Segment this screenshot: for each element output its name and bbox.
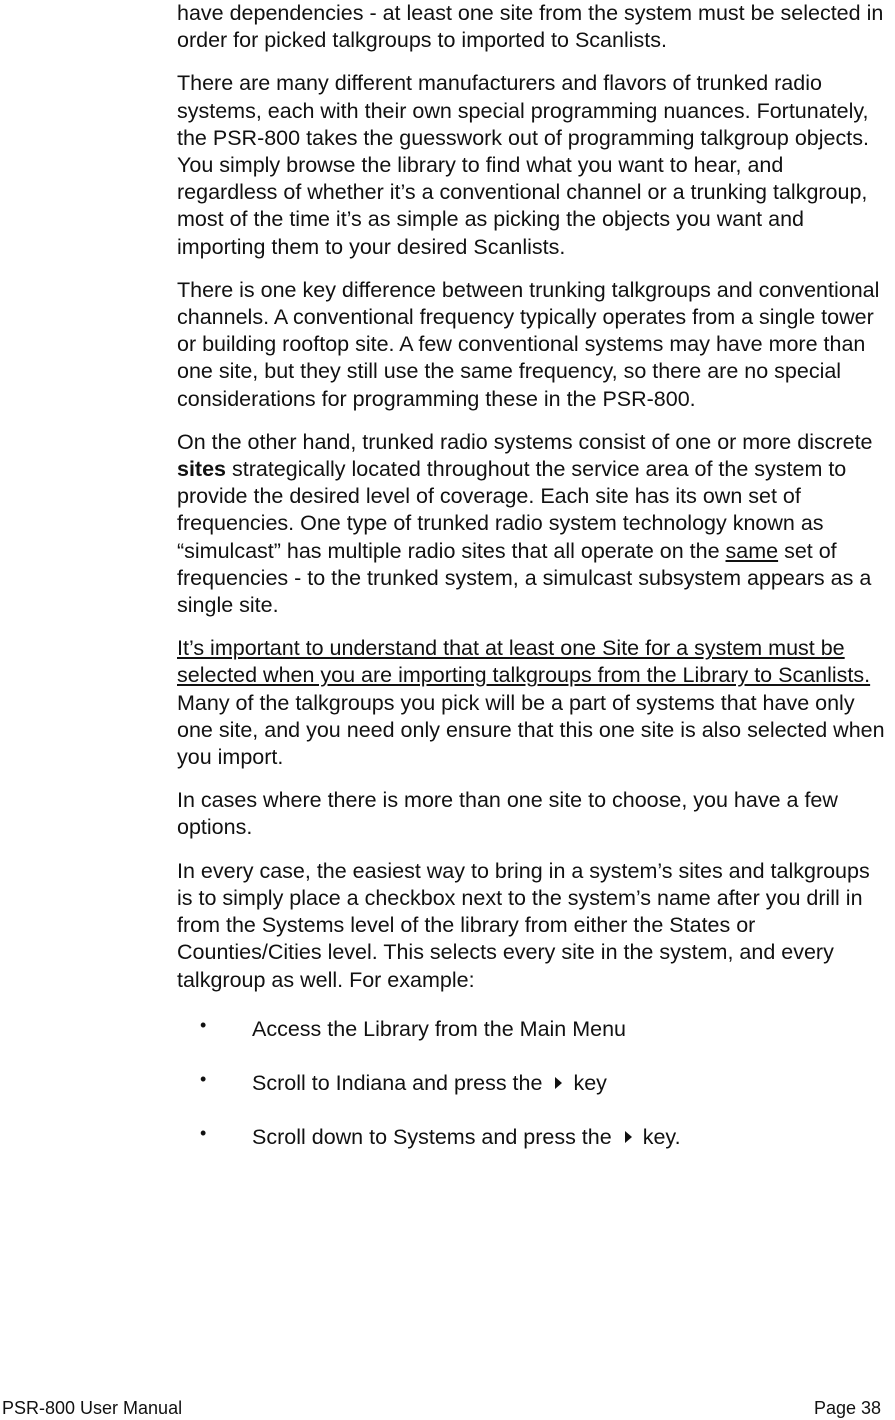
step-text: Access the Library from the Main Menu — [252, 1016, 627, 1041]
step-text: Scroll down to Systems and press the — [252, 1124, 612, 1149]
footer-manual-title: PSR-800 User Manual — [2, 1398, 183, 1418]
underlined-term-same: same — [725, 538, 779, 563]
list-item — [177, 1124, 889, 1151]
step-text: Scroll to Indiana and press the — [252, 1070, 543, 1095]
list-item — [177, 1070, 889, 1097]
text-segment: Many of the talkgroups you pick will be a part of systems that have only one site, and you need only ensure that this one site is also selected when you import. — [177, 690, 885, 770]
steps-list — [177, 1016, 889, 1151]
bullet-icon: • — [200, 1068, 207, 1089]
bold-term-sites: sites — [177, 457, 227, 482]
paragraph-trunked-sites — [177, 429, 889, 619]
paragraph-dependencies: have dependencies - at least one site from the system must be selected in order for picked talkgroups to imported to Scanlists. — [177, 1, 884, 53]
step-text: key — [573, 1070, 607, 1095]
list-item — [177, 1016, 889, 1043]
paragraph-manufacturers: There are many different manufacturers and flavors of trunked radio systems, each with their own special programming nuances. Fortunately, the PSR-800 takes the guesswork out of programming talkgroup objects. You simply browse the library to find what you want to hear, and regardless of whether it’s a conventional channel or a trunking talkgroup, most of the time it’s as simple as picking the objects you want and importing them to your desired Scanlists. — [177, 71, 869, 259]
text-segment: strategically located throughout the service area of the system to provide the desired level of coverage. Each site has its own set of frequencies. One type of trunked radio system technology known as “simulcast” has multiple radio sites that all operate on the — [177, 457, 847, 563]
paragraph-important-note — [177, 635, 889, 771]
bullet-icon: • — [200, 1014, 207, 1035]
manual-body — [177, 0, 889, 1178]
footer-page-number: Page 38 — [813, 1398, 881, 1418]
right-arrow-key-icon — [625, 1131, 632, 1143]
paragraph-key-difference: There is one key difference between trunking talkgroups and conventional channels. A conventional frequency typically operates from a single tower or building rooftop site. A few conventional systems may have more than one site, but they still use the same frequency, so there are no special considerations for programming these in the PSR-800. — [177, 277, 880, 411]
step-text: key. — [642, 1124, 681, 1149]
paragraph-every-case: In every case, the easiest way to bring in a system’s sites and talkgroups is to simply place a checkbox next to the system’s name after you drill in from the Systems level of the library from either the States or Counties/Cities level. This selects every site in the system, and every talkgroup as well. For example: — [177, 858, 870, 992]
text-segment: set of frequencies - to the trunked system, a simulcast subsystem appears as a single site. — [177, 538, 872, 618]
text-segment: On the other hand, trunked radio systems consist of one or more discrete — [177, 429, 873, 454]
paragraph-options: In cases where there is more than one site to choose, you have a few options. — [177, 788, 838, 840]
right-arrow-key-icon — [555, 1077, 562, 1089]
bullet-icon: • — [200, 1122, 207, 1143]
underlined-important-note: It’s important to understand that at least one Site for a system must be selected when you are importing talkgroups from the Library to Scanlists. — [177, 636, 871, 688]
